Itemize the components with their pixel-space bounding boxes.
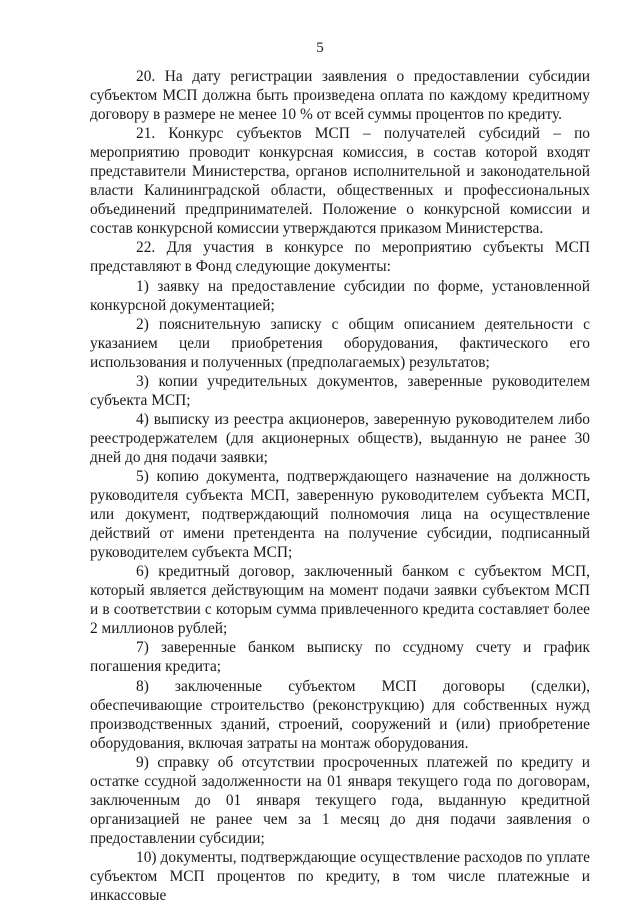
- document-body: [90, 67, 590, 905]
- list-item-9: 9) справку об отсутствии просроченных платежей по кредиту и остатке ссудной задолженности на 01 января текущего года по договорам, заключенным до 01 января текущего года, выданную кредитной организацией не ранее чем за 1 месяц до дня подачи заявления о предоставлении субсидии;: [90, 753, 590, 847]
- list-item-8: 8) заключенные субъектом МСП договоры (сделки), обеспечивающие строительство (реконструкцию) для собственных нужд производственных зданий, строений, сооружений и (или) приобретение оборудования, включая затраты на монтаж оборудования.: [90, 677, 590, 752]
- paragraph-21: 21. Конкурс субъектов МСП – получателей субсидий – по мероприятию проводит конкурсная комиссия, в состав которой входят представители Министерства, органов исполнительной и законодательной власти Калининградской области, общественных и профессиональных объединений предпринимателей. Положение о конкурсной комиссии и состав конкурсной комиссии утверждаются приказом Министерства.: [90, 125, 590, 238]
- paragraph-22: 22. Для участия в конкурсе по мероприятию субъекты МСП представляют в Фонд следующие документы:: [90, 239, 590, 276]
- page-number: 5: [316, 40, 324, 56]
- list-item-2: 2) пояснительную записку с общим описанием деятельности с указанием цели приобретения оборудования, фактического его использования и полученных (предполагаемых) результатов;: [90, 315, 590, 371]
- paragraph-20: 20. На дату регистрации заявления о предоставлении субсидии субъектом МСП должна быть произведена оплата по каждому кредитному договору в размере не менее 10 % от всей суммы процентов по кредиту.: [90, 68, 590, 124]
- list-item-6: 6) кредитный договор, заключенный банком с субъектом МСП, который является действующим на момент подачи заявки субъектом МСП и в соответствии с которым сумма привлеченного кредита составляет более 2 миллионов рублей;: [90, 563, 590, 638]
- list-item-1: 1) заявку на предоставление субсидии по форме, установленной конкурсной документацией;: [90, 277, 590, 314]
- list-item-4: 4) выписку из реестра акционеров, заверенную руководителем либо реестродержателем (для акционерных обществ), выданную не ранее 30 дней до дня подачи заявки;: [90, 410, 590, 466]
- list-item-5: 5) копию документа, подтверждающего назначение на должность руководителя субъекта МСП, заверенную руководителем субъекта МСП, или документ, подтверждающий полномочия лица на осуществление действий от имени претендента на получение субсидии, подписанный руководителем субъекта МСП;: [90, 467, 590, 562]
- list-item-10: 10) документы, подтверждающие осуществление расходов по уплате субъектом МСП процентов по кредиту, в том числе платежные и инкассовые: [90, 848, 590, 905]
- list-item-7: 7) заверенные банком выписку по ссудному счету и график погашения кредита;: [90, 639, 590, 676]
- list-item-3: 3) копии учредительных документов, заверенные руководителем субъекта МСП;: [90, 372, 590, 409]
